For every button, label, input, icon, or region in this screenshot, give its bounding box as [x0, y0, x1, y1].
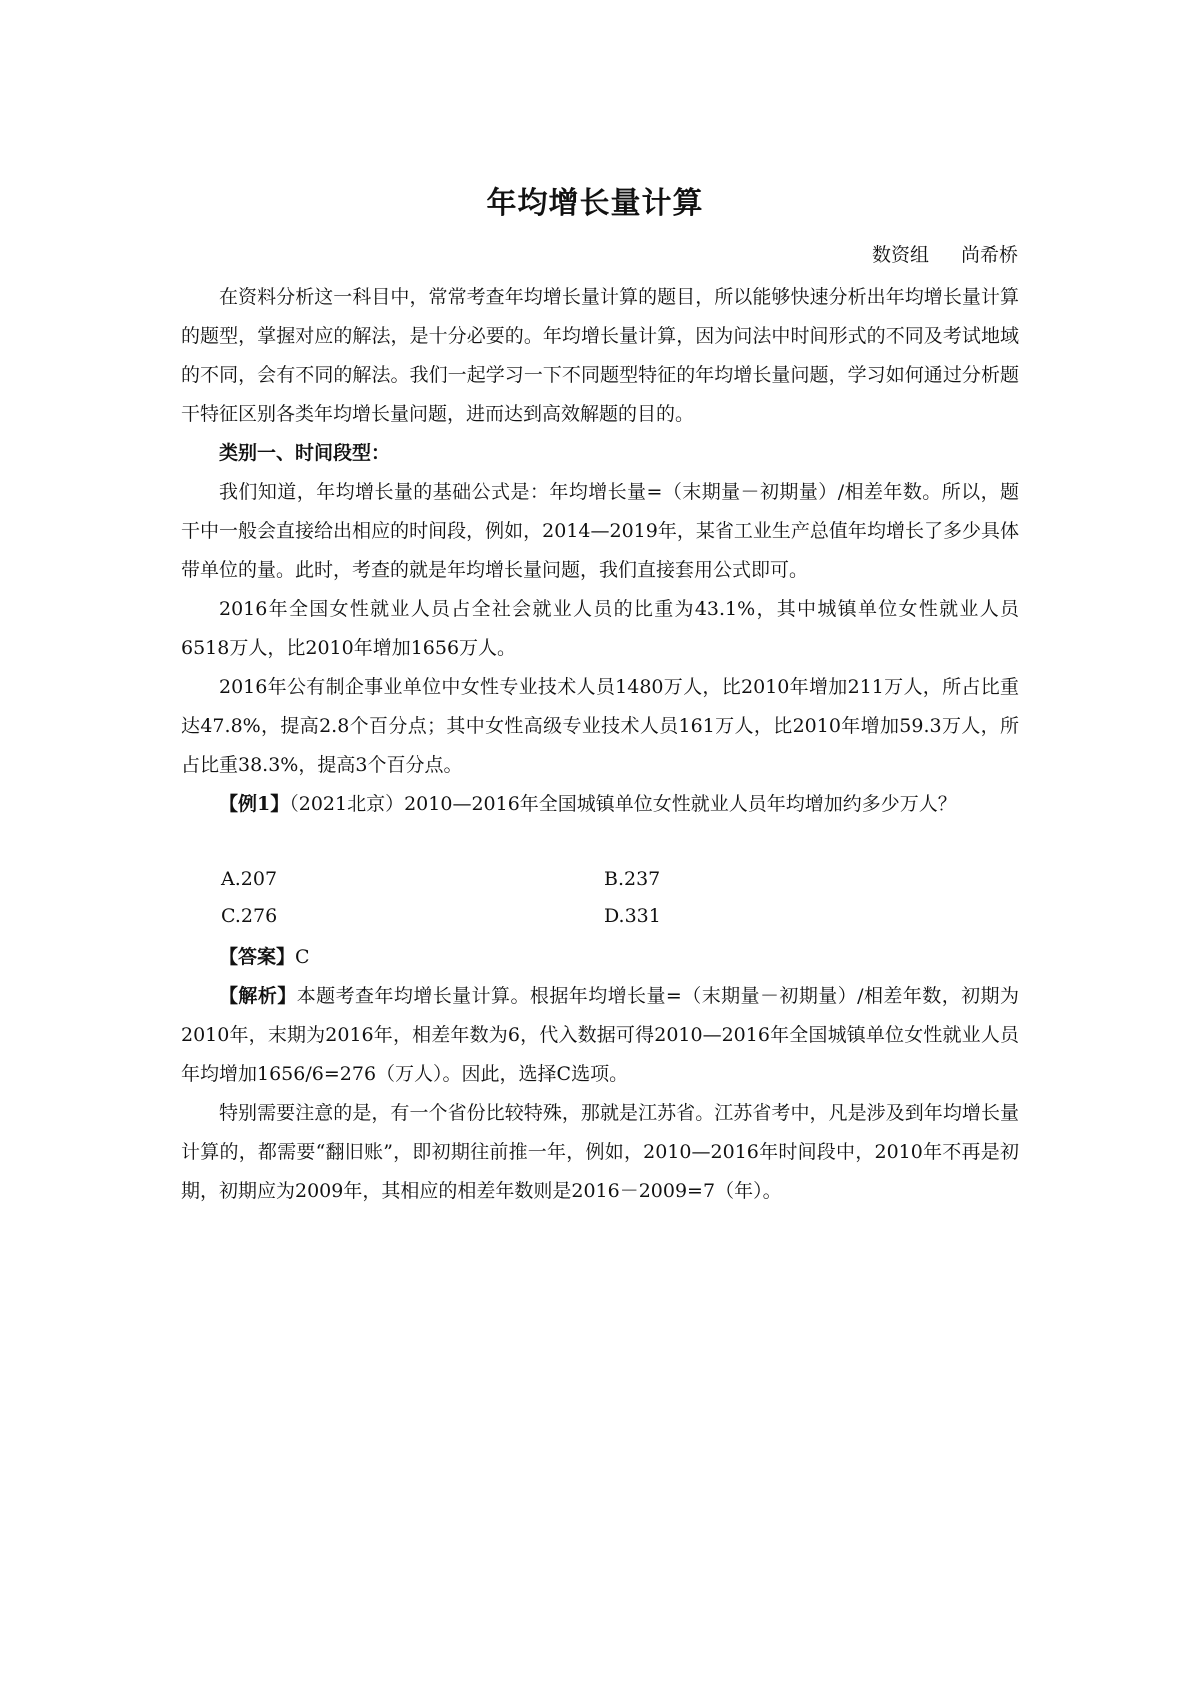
analysis-label: 【解析】: [219, 985, 297, 1007]
analysis-text: 本题考查年均增长量计算。根据年均增长量=（末期量－初期量）/相差年数，初期为2010年，末期为2016年，相差年数为6，代入数据可得2010—2016年全国城镇单位女性就业人员年均增加1656/6=276（万人）。因此，选择C选项。: [181, 985, 1019, 1085]
author-name: 尚希桥: [960, 244, 1018, 266]
material-paragraph-1: 2016年全国女性就业人员占全社会就业人员的比重为43.1%，其中城镇单位女性就业人员6518万人，比2010年增加1656万人。: [181, 598, 1019, 659]
answer-label: 【答案】: [219, 946, 296, 968]
answer-value: C: [295, 946, 310, 968]
intro-paragraph: 在资料分析这一科目中，常常考查年均增长量计算的题目，所以能够快速分析出年均增长量计算的题型，掌握对应的解法，是十分必要的。年均增长量计算，因为问法中时间形式的不同及考试地域的不同，会有不同的解法。我们一起学习一下不同题型特征的年均增长量问题，学习如何通过分析题干特征区别各类年均增长量问题，进而达到高效解题的目的。: [181, 286, 1019, 425]
option-c: C.276: [221, 905, 278, 927]
material-paragraph-2: 2016年公有制企事业单位中女性专业技术人员1480万人，比2010年增加211万人，所占比重达47.8%，提高2.8个百分点；其中女性高级专业技术人员161万人，比2010年增加59.3万人，所占比重38.3%，提高3个百分点。: [181, 676, 1019, 776]
author-line: [872, 240, 1018, 267]
question-spacer: [181, 824, 1019, 860]
example-label: 【例1】: [219, 793, 290, 815]
section-heading: 类别一、时间段型：: [219, 442, 391, 464]
example-question: [181, 785, 1019, 824]
option-b: B.237: [604, 868, 661, 890]
note-paragraph: 特别需要注意的是，有一个省份比较特殊，那就是江苏省。江苏省考中，凡是涉及到年均增长量计算的，都需要“翻旧账”，即初期往前推一年，例如，2010—2016年时间段中，2010年不再是初期，初期应为2009年，其相应的相差年数则是2016－2009=7（年）。: [181, 1102, 1019, 1202]
example-question-text: （2021北京）2010—2016年全国城镇单位女性就业人员年均增加约多少万人？: [289, 793, 957, 815]
document-title: 年均增长量计算: [486, 186, 704, 221]
author-group: 数资组: [871, 244, 929, 266]
document-body: [181, 278, 1019, 1211]
answer-options: [181, 860, 1019, 938]
option-a: A.207: [221, 868, 278, 890]
option-d: D.331: [604, 905, 661, 927]
analysis-paragraph: [181, 977, 1019, 1094]
section-body-paragraph: 我们知道，年均增长量的基础公式是：年均增长量=（末期量－初期量）/相差年数。所以，题干中一般会直接给出相应的时间段，例如，2014—2019年，某省工业生产总值年均增长了多少具体带单位的量。此时，考查的就是年均增长量问题，我们直接套用公式即可。: [181, 481, 1019, 581]
answer-line: [181, 938, 1019, 977]
